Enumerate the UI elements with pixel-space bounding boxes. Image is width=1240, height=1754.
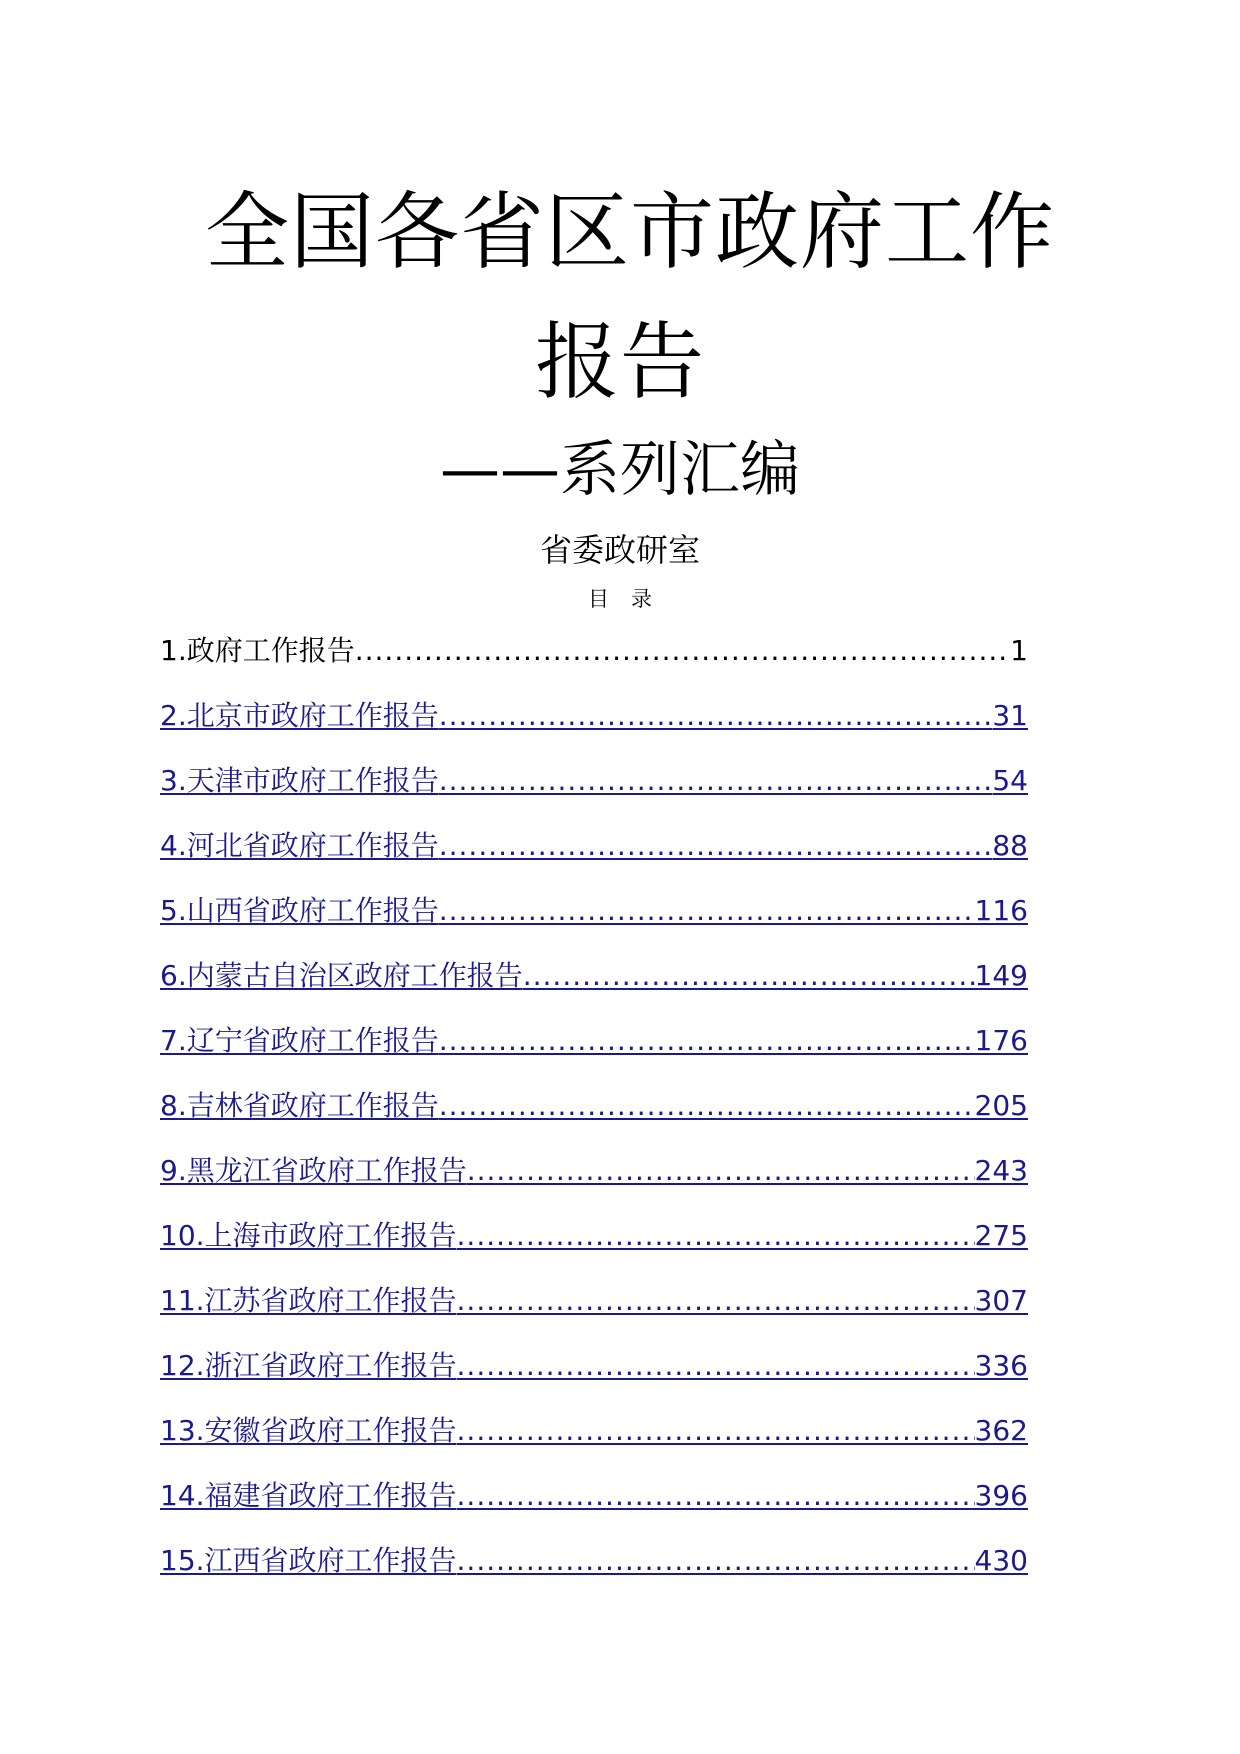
toc-item-page-number: 1: [1010, 634, 1028, 667]
toc-leader-dots: [523, 956, 975, 996]
toc-item: [160, 631, 1028, 696]
toc-item-label: 4.河北省政府工作报告: [160, 829, 439, 862]
toc-link-item[interactable]: [160, 826, 1028, 891]
toc-leader-dots: [439, 826, 993, 866]
toc-leader-dots: [457, 1541, 975, 1581]
toc-leader-dots: [439, 761, 993, 801]
document-author: 省委政研室: [539, 531, 700, 569]
toc-leader-dots: [355, 631, 1010, 671]
toc-item-page-number: 243: [974, 1154, 1028, 1187]
table-of-contents: [160, 631, 1028, 1606]
toc-item-page-number: 205: [974, 1089, 1028, 1122]
toc-item-page-number: 149: [974, 959, 1028, 992]
toc-link-item[interactable]: [160, 1281, 1028, 1346]
toc-item-page-number: 307: [974, 1284, 1028, 1317]
toc-leader-dots: [457, 1346, 975, 1386]
toc-item-page-number: 336: [974, 1349, 1028, 1382]
toc-item-label: 8.吉林省政府工作报告: [160, 1089, 439, 1122]
toc-item-label: 2.北京市政府工作报告: [160, 699, 439, 732]
toc-leader-dots: [457, 1281, 975, 1321]
toc-link-item[interactable]: [160, 1151, 1028, 1216]
toc-link-item[interactable]: [160, 891, 1028, 956]
toc-link-item[interactable]: [160, 956, 1028, 1021]
toc-link-item[interactable]: [160, 1021, 1028, 1086]
toc-item-label: 6.内蒙古自治区政府工作报告: [160, 959, 523, 992]
toc-item-label: 10.上海市政府工作报告: [160, 1219, 457, 1252]
toc-item-page-number: 176: [974, 1024, 1028, 1057]
toc-leader-dots: [457, 1411, 975, 1451]
toc-item-page-number: 362: [974, 1414, 1028, 1447]
toc-leader-dots: [457, 1476, 975, 1516]
toc-leader-dots: [439, 1021, 975, 1061]
toc-link-item[interactable]: [160, 1476, 1028, 1541]
toc-item-page-number: 116: [974, 894, 1028, 927]
toc-leader-dots: [439, 1086, 975, 1126]
toc-link-item[interactable]: [160, 1411, 1028, 1476]
toc-item-label: 13.安徽省政府工作报告: [160, 1414, 457, 1447]
toc-leader-dots: [457, 1216, 975, 1256]
toc-leader-dots: [439, 891, 975, 931]
toc-item-label: 12.浙江省政府工作报告: [160, 1349, 457, 1382]
toc-item-page-number: 430: [974, 1544, 1028, 1577]
document-subtitle: ——系列汇编: [440, 435, 800, 505]
toc-item-label: 7.辽宁省政府工作报告: [160, 1024, 439, 1057]
toc-link-item[interactable]: [160, 761, 1028, 826]
toc-leader-dots: [467, 1151, 975, 1191]
toc-item-label: 15.江西省政府工作报告: [160, 1544, 457, 1577]
toc-link-item[interactable]: [160, 696, 1028, 761]
toc-item-label: 1.政府工作报告: [160, 634, 355, 667]
toc-item-page-number: 275: [974, 1219, 1028, 1252]
toc-leader-dots: [439, 696, 993, 736]
toc-link-item[interactable]: [160, 1346, 1028, 1411]
toc-link-item[interactable]: [160, 1541, 1028, 1606]
toc-link-item[interactable]: [160, 1216, 1028, 1281]
toc-item-label: 14.福建省政府工作报告: [160, 1479, 457, 1512]
toc-item-page-number: 54: [992, 764, 1028, 797]
toc-item-label: 9.黑龙江省政府工作报告: [160, 1154, 467, 1187]
toc-item-page-number: 88: [992, 829, 1028, 862]
toc-item-page-number: 31: [992, 699, 1028, 732]
document-title-line-2: 报告: [534, 313, 705, 411]
toc-item-page-number: 396: [974, 1479, 1028, 1512]
toc-item-label: 11.江苏省政府工作报告: [160, 1284, 457, 1317]
toc-link-item[interactable]: [160, 1086, 1028, 1151]
document-title-line-1: 全国各省区市政府工作: [204, 183, 1055, 281]
toc-heading: 目录: [588, 587, 674, 611]
toc-item-label: 3.天津市政府工作报告: [160, 764, 439, 797]
toc-item-label: 5.山西省政府工作报告: [160, 894, 439, 927]
